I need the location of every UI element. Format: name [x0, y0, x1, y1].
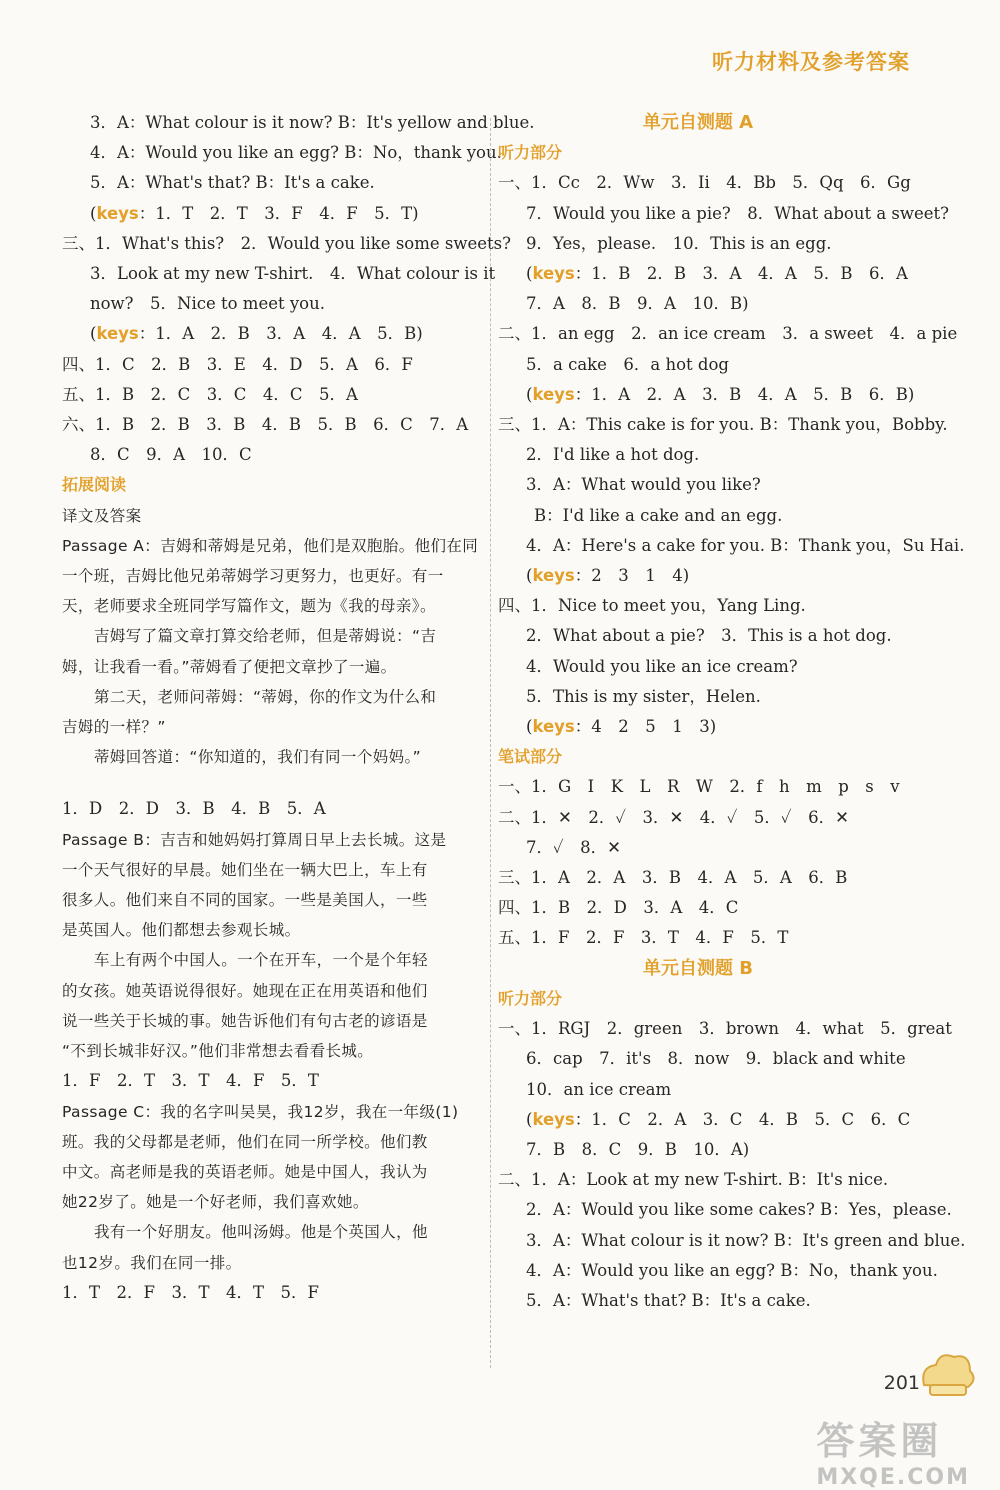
watermark: [816, 1410, 970, 1490]
keys-answers: ：2 3 1 4): [574, 566, 690, 586]
passage-line: 她22岁了。她是一个好老师，我们喜欢她。: [62, 1193, 369, 1212]
column-divider: [490, 118, 491, 1368]
answer-line: 1．D 2．D 3．B 4．B 5．A: [62, 799, 326, 819]
answer-line: 1．T 2．F 3．T 4．T 5．F: [62, 1282, 319, 1302]
keys-open-paren: (: [90, 203, 97, 223]
answer-line: 一、1．G I K L R W 2．f h m p s v: [498, 777, 900, 797]
answer-line: 2．What about a pie? 3．This is a hot dog.: [526, 626, 892, 646]
keys-open-paren: (: [526, 566, 533, 586]
passage-line: 姆，让我看一看。”蒂姆看了便把文章抄了一遍。: [62, 657, 397, 676]
keys-line: [62, 319, 482, 349]
answer-line: 10．an ice cream: [526, 1079, 672, 1099]
answer-line: 二、1．A：Look at my new T-shirt. B：It's nice.: [498, 1170, 889, 1190]
keys-open-paren: (: [526, 1109, 533, 1129]
passage-line: 第二天，老师问蒂姆：“蒂姆，你的作文为什么和: [94, 687, 437, 706]
keys-label: keys: [532, 566, 575, 586]
answer-line: 3．A：What colour is it now? B：It's yellow and blue.: [90, 113, 535, 132]
keys-answers: ：1．B 2．B 3．A 4．A 5．B 6．A: [574, 264, 908, 284]
answer-line: B：I'd like a cake and an egg.: [534, 505, 783, 525]
keys-open-paren: (: [526, 264, 533, 284]
answer-line: 三、1．A：This cake is for you. B：Thank you，Bobby.: [498, 415, 948, 435]
keys-line: [62, 199, 482, 229]
passage-line: 中文。高老师是我的英语老师。她是中国人，我认为: [62, 1162, 428, 1181]
answer-line: 8．C 9．A 10．C: [90, 445, 252, 465]
answer-line: 5．This is my sister，Helen.: [526, 686, 761, 706]
answer-line: 四、1．B 2．D 3．A 4．C: [498, 898, 739, 918]
keys-label: keys: [532, 264, 575, 284]
keys-open-paren: (: [526, 717, 533, 737]
answer-line: 5．a cake 6．a hot dog: [526, 354, 729, 374]
unit-title: 单元自测题 A: [642, 112, 754, 133]
passage-line: 天，老师要求全班同学写篇作文，题为《我的母亲》。: [62, 597, 436, 616]
passage-line: 班。我的父母都是老师，他们在同一所学校。他们教: [62, 1132, 428, 1151]
keys-answers: ：1．A 2．B 3．A 4．A 5．B): [138, 324, 423, 344]
passage-line: 一个班，吉姆比他兄弟蒂姆学习更努力，也更好。有一: [62, 567, 444, 586]
passage-line: 是英国人。他们都想去参观长城。: [62, 921, 301, 940]
answer-line: now? 5．Nice to meet you.: [90, 294, 325, 314]
answer-line: 一、1．Cc 2．Ww 3．Ii 4．Bb 5．Qq 6．Gg: [498, 173, 911, 193]
passage-line: Passage C：我的名字叫吴昊，我12岁，我在一年级(1): [62, 1102, 459, 1121]
passage-line: 很多人。他们来自不同的国家。一些是美国人，一些: [62, 891, 428, 910]
answer-line: 三、1．What's this? 2．Would you like some sweets?: [62, 233, 511, 253]
answer-line: 六、1．B 2．B 3．B 4．B 5．B 6．C 7．A: [62, 415, 469, 435]
keys-open-paren: (: [526, 384, 533, 404]
page-header: 听力材料及参考答案: [712, 50, 910, 74]
answer-line: 7．B 8．C 9．B 10．A): [526, 1139, 750, 1159]
page-number: 201: [883, 1372, 920, 1394]
answer-line: 四、1．Nice to meet you，Yang Ling.: [498, 596, 806, 616]
answer-line: 7．A 8．B 9．A 10．B): [526, 294, 749, 314]
answer-line: 五、1．F 2．F 3．T 4．F 5．T: [498, 928, 789, 948]
spacer: [62, 772, 482, 794]
keys-answers: ：1．A 2．A 3．B 4．A 5．B 6．B): [574, 384, 915, 404]
passage-line: 吉姆写了篇文章打算交给老师，但是蒂姆说：“吉: [94, 627, 437, 646]
passage-line: 的女孩。她英语说得很好。她现在正在用英语和他们: [62, 981, 428, 1000]
keys-line: [498, 712, 918, 742]
keys-label: keys: [532, 1109, 575, 1129]
section-heading: 听力部分: [498, 143, 563, 163]
chef-hat-icon: [912, 1345, 982, 1405]
keys-answers: ：1．T 2．T 3．F 4．F 5．T): [138, 203, 419, 223]
answer-line: 三、1．A 2．A 3．B 4．A 5．A 6．B: [498, 868, 848, 888]
keys-line: [498, 380, 918, 410]
section-heading: 笔试部分: [498, 747, 563, 767]
keys-line: [498, 259, 918, 289]
watermark-logo-text: 答案圈: [816, 1419, 943, 1463]
unit-title: 单元自测题 B: [643, 957, 753, 979]
answer-line: 5．A：What's that? B：It's a cake.: [526, 1290, 811, 1310]
keys-label: keys: [96, 203, 139, 223]
answer-line: 3．A：What colour is it now? B：It's green and blue.: [526, 1230, 966, 1250]
answer-line: 二、1．✕ 2．✓ 3．✕ 4．✓ 5．✓ 6．✕: [498, 807, 849, 827]
passage-line: 一个天气很好的早晨。她们坐在一辆大巴上，车上有: [62, 860, 428, 879]
keys-line: [498, 1105, 918, 1135]
answer-line: 3．Look at my new T-shirt. 4．What colour is it: [90, 264, 496, 284]
answer-line: 7．Would you like a pie? 8．What about a sweet?: [526, 203, 950, 223]
answer-line: 一、1．RGJ 2．green 3．brown 4．what 5．great: [498, 1019, 952, 1039]
keys-open-paren: (: [90, 324, 97, 344]
answer-line: 4．Would you like an ice cream?: [526, 656, 798, 676]
passage-line: 说一些关于长城的事。她告诉他们有句古老的谚语是: [62, 1011, 428, 1030]
passage-line: 蒂姆回答道：“你知道的，我们有同一个妈妈。”: [94, 748, 422, 767]
keys-line: [498, 561, 918, 591]
answer-line: 2．I'd like a hot dog.: [526, 445, 700, 465]
answer-line: 3．A：What would you like?: [526, 475, 761, 495]
right-column: [498, 108, 966, 1316]
keys-label: keys: [532, 717, 575, 737]
passage-line: 吉姆的一样？”: [62, 718, 166, 737]
answer-line: 1．F 2．T 3．T 4．F 5．T: [62, 1071, 319, 1091]
answer-line: 9．Yes，please. 10．This is an egg.: [526, 233, 832, 253]
answer-line: 二、1．an egg 2．an ice cream 3．a sweet 4．a pie: [498, 324, 958, 344]
passage-line: “不到长城非好汉。”他们非常想去看看长城。: [62, 1042, 374, 1061]
answer-line: 2．A：Would you like some cakes? B：Yes，please.: [526, 1200, 952, 1220]
answer-line: 4．A：Would you like an egg? B：No，thank you.: [90, 143, 502, 163]
passage-line: 也12岁。我们在同一排。: [62, 1253, 242, 1272]
keys-label: keys: [532, 384, 575, 404]
keys-answers: ：4 2 5 1 3): [574, 717, 717, 737]
answer-line: 四、1．C 2．B 3．E 4．D 5．A 6．F: [62, 354, 413, 374]
answer-line: 4．A：Would you like an egg? B：No，thank you.: [526, 1260, 938, 1280]
section-heading: 听力部分: [498, 988, 563, 1008]
passage-line: Passage A：吉姆和蒂姆是兄弟，他们是双胞胎。他们在同: [62, 536, 479, 555]
answer-line: 6．cap 7．it's 8．now 9．black and white: [526, 1049, 906, 1069]
watermark-url: MXQE.COM: [816, 1465, 970, 1490]
keys-label: keys: [96, 324, 139, 344]
section-heading: 拓展阅读: [62, 475, 127, 495]
passage-line: 我有一个好朋友。他叫汤姆。他是个英国人，他: [94, 1223, 428, 1242]
answer-line: 7．✓ 8．✕: [526, 837, 621, 857]
answer-line: 4．A：Here's a cake for you. B：Thank you，Su Hai.: [526, 535, 965, 555]
answer-line: 5．A：What's that? B：It's a cake.: [90, 173, 375, 193]
keys-answers: ：1．C 2．A 3．C 4．B 5．C 6．C: [574, 1109, 911, 1129]
passage-line: 车上有两个中国人。一个在开车，一个是个年轻: [94, 951, 428, 970]
passage-line: Passage B：吉吉和她妈妈打算周日早上去长城。这是: [62, 830, 447, 849]
answer-line: 五、1．B 2．C 3．C 4．C 5．A: [62, 384, 358, 404]
passage-line: 译文及答案: [62, 506, 142, 525]
